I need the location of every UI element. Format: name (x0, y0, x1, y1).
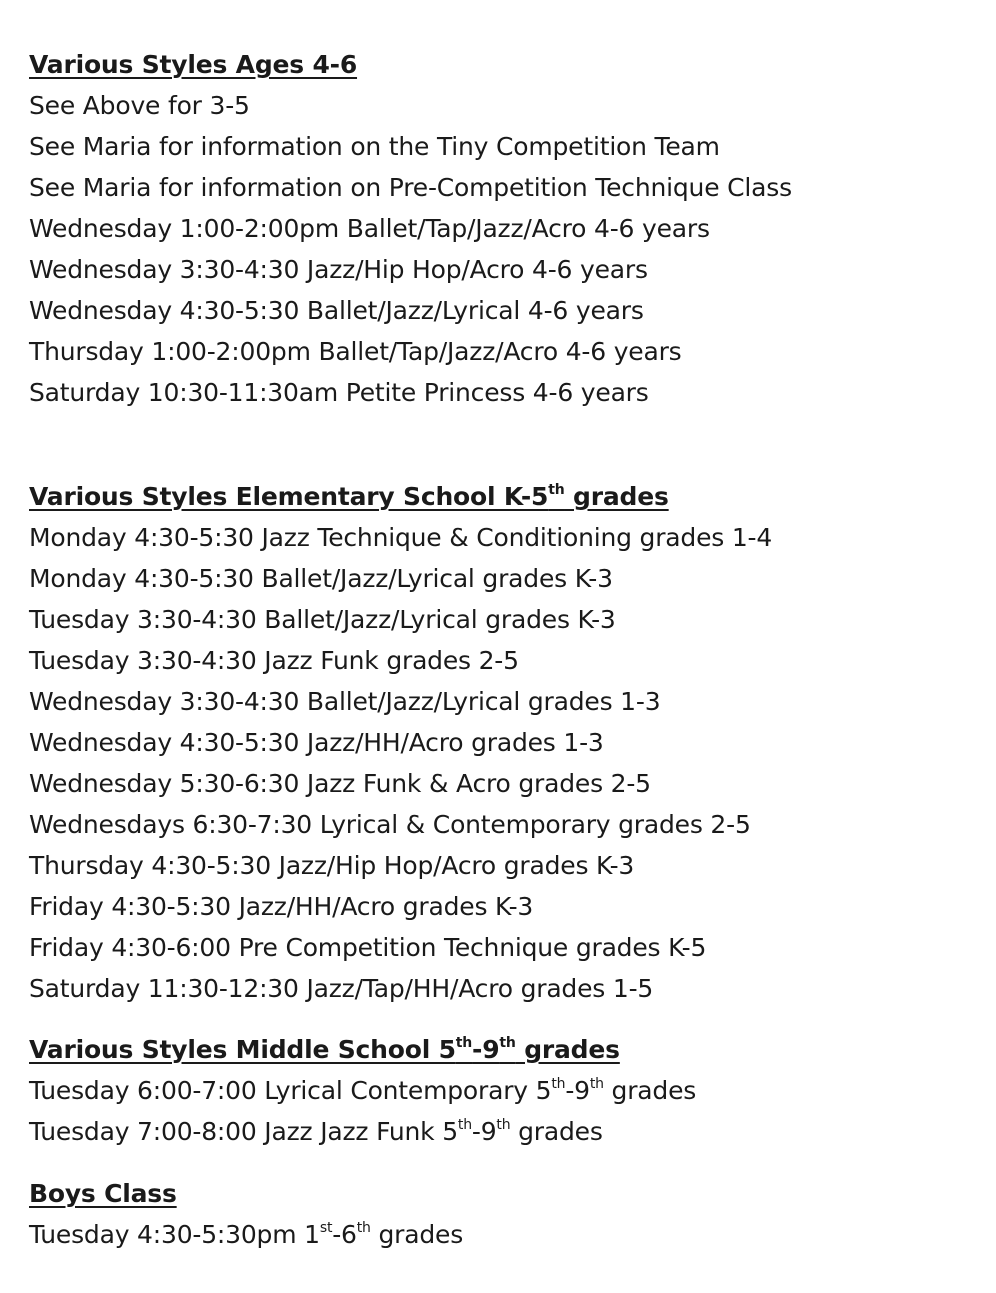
schedule-line: See Maria for information on the Tiny Competition Team (29, 132, 720, 161)
schedule-line: Tuesday 3:30-4:30 Ballet/Jazz/Lyrical grades K-3 (29, 605, 616, 634)
section-ages-4-6 (29, 44, 792, 413)
section-heading: Various Styles Ages 4-6 (29, 50, 358, 79)
schedule-line: Wednesday 5:30-6:30 Jazz Funk & Acro grades 2-5 (29, 769, 651, 798)
schedule-line: Wednesdays 6:30-7:30 Lyrical & Contemporary grades 2-5 (29, 810, 751, 839)
schedule-line: Wednesday 3:30-4:30 Jazz/Hip Hop/Acro 4-6 years (29, 255, 648, 284)
section-boys-class (29, 1173, 463, 1255)
section-heading: Various Styles Elementary School K-5th grades (29, 481, 669, 511)
schedule-line: Wednesday 4:30-5:30 Ballet/Jazz/Lyrical 4-6 years (29, 296, 644, 325)
schedule-line: Saturday 10:30-11:30am Petite Princess 4-6 years (29, 378, 649, 407)
schedule-line: Tuesday 4:30-5:30pm 1st-6th grades (29, 1219, 464, 1249)
schedule-line: Tuesday 3:30-4:30 Jazz Funk grades 2-5 (29, 646, 519, 675)
schedule-line: Monday 4:30-5:30 Jazz Technique & Conditioning grades 1-4 (29, 523, 773, 552)
schedule-line: Friday 4:30-6:00 Pre Competition Technique grades K-5 (29, 933, 707, 962)
schedule-line: Tuesday 6:00-7:00 Lyrical Contemporary 5th-9th grades (29, 1075, 697, 1105)
section-middle-school (29, 1029, 696, 1152)
section-elementary-school (29, 476, 772, 1009)
schedule-line: Thursday 4:30-5:30 Jazz/Hip Hop/Acro grades K-3 (29, 851, 635, 880)
section-heading: Boys Class (29, 1179, 177, 1208)
section-heading: Various Styles Middle School 5th-9th grades (29, 1034, 620, 1064)
schedule-line: Tuesday 7:00-8:00 Jazz Jazz Funk 5th-9th grades (29, 1116, 603, 1146)
schedule-line: Saturday 11:30-12:30 Jazz/Tap/HH/Acro grades 1-5 (29, 974, 654, 1003)
schedule-line: Wednesday 1:00-2:00pm Ballet/Tap/Jazz/Acro 4-6 years (29, 214, 710, 243)
schedule-line: Monday 4:30-5:30 Ballet/Jazz/Lyrical grades K-3 (29, 564, 613, 593)
schedule-line: See Above for 3-5 (29, 91, 250, 120)
schedule-line: Thursday 1:00-2:00pm Ballet/Tap/Jazz/Acro 4-6 years (29, 337, 682, 366)
schedule-line: Friday 4:30-5:30 Jazz/HH/Acro grades K-3 (29, 892, 534, 921)
schedule-line: Wednesday 3:30-4:30 Ballet/Jazz/Lyrical grades 1-3 (29, 687, 661, 716)
schedule-line: Wednesday 4:30-5:30 Jazz/HH/Acro grades 1-3 (29, 728, 604, 757)
schedule-line: See Maria for information on Pre-Competition Technique Class (29, 173, 792, 202)
